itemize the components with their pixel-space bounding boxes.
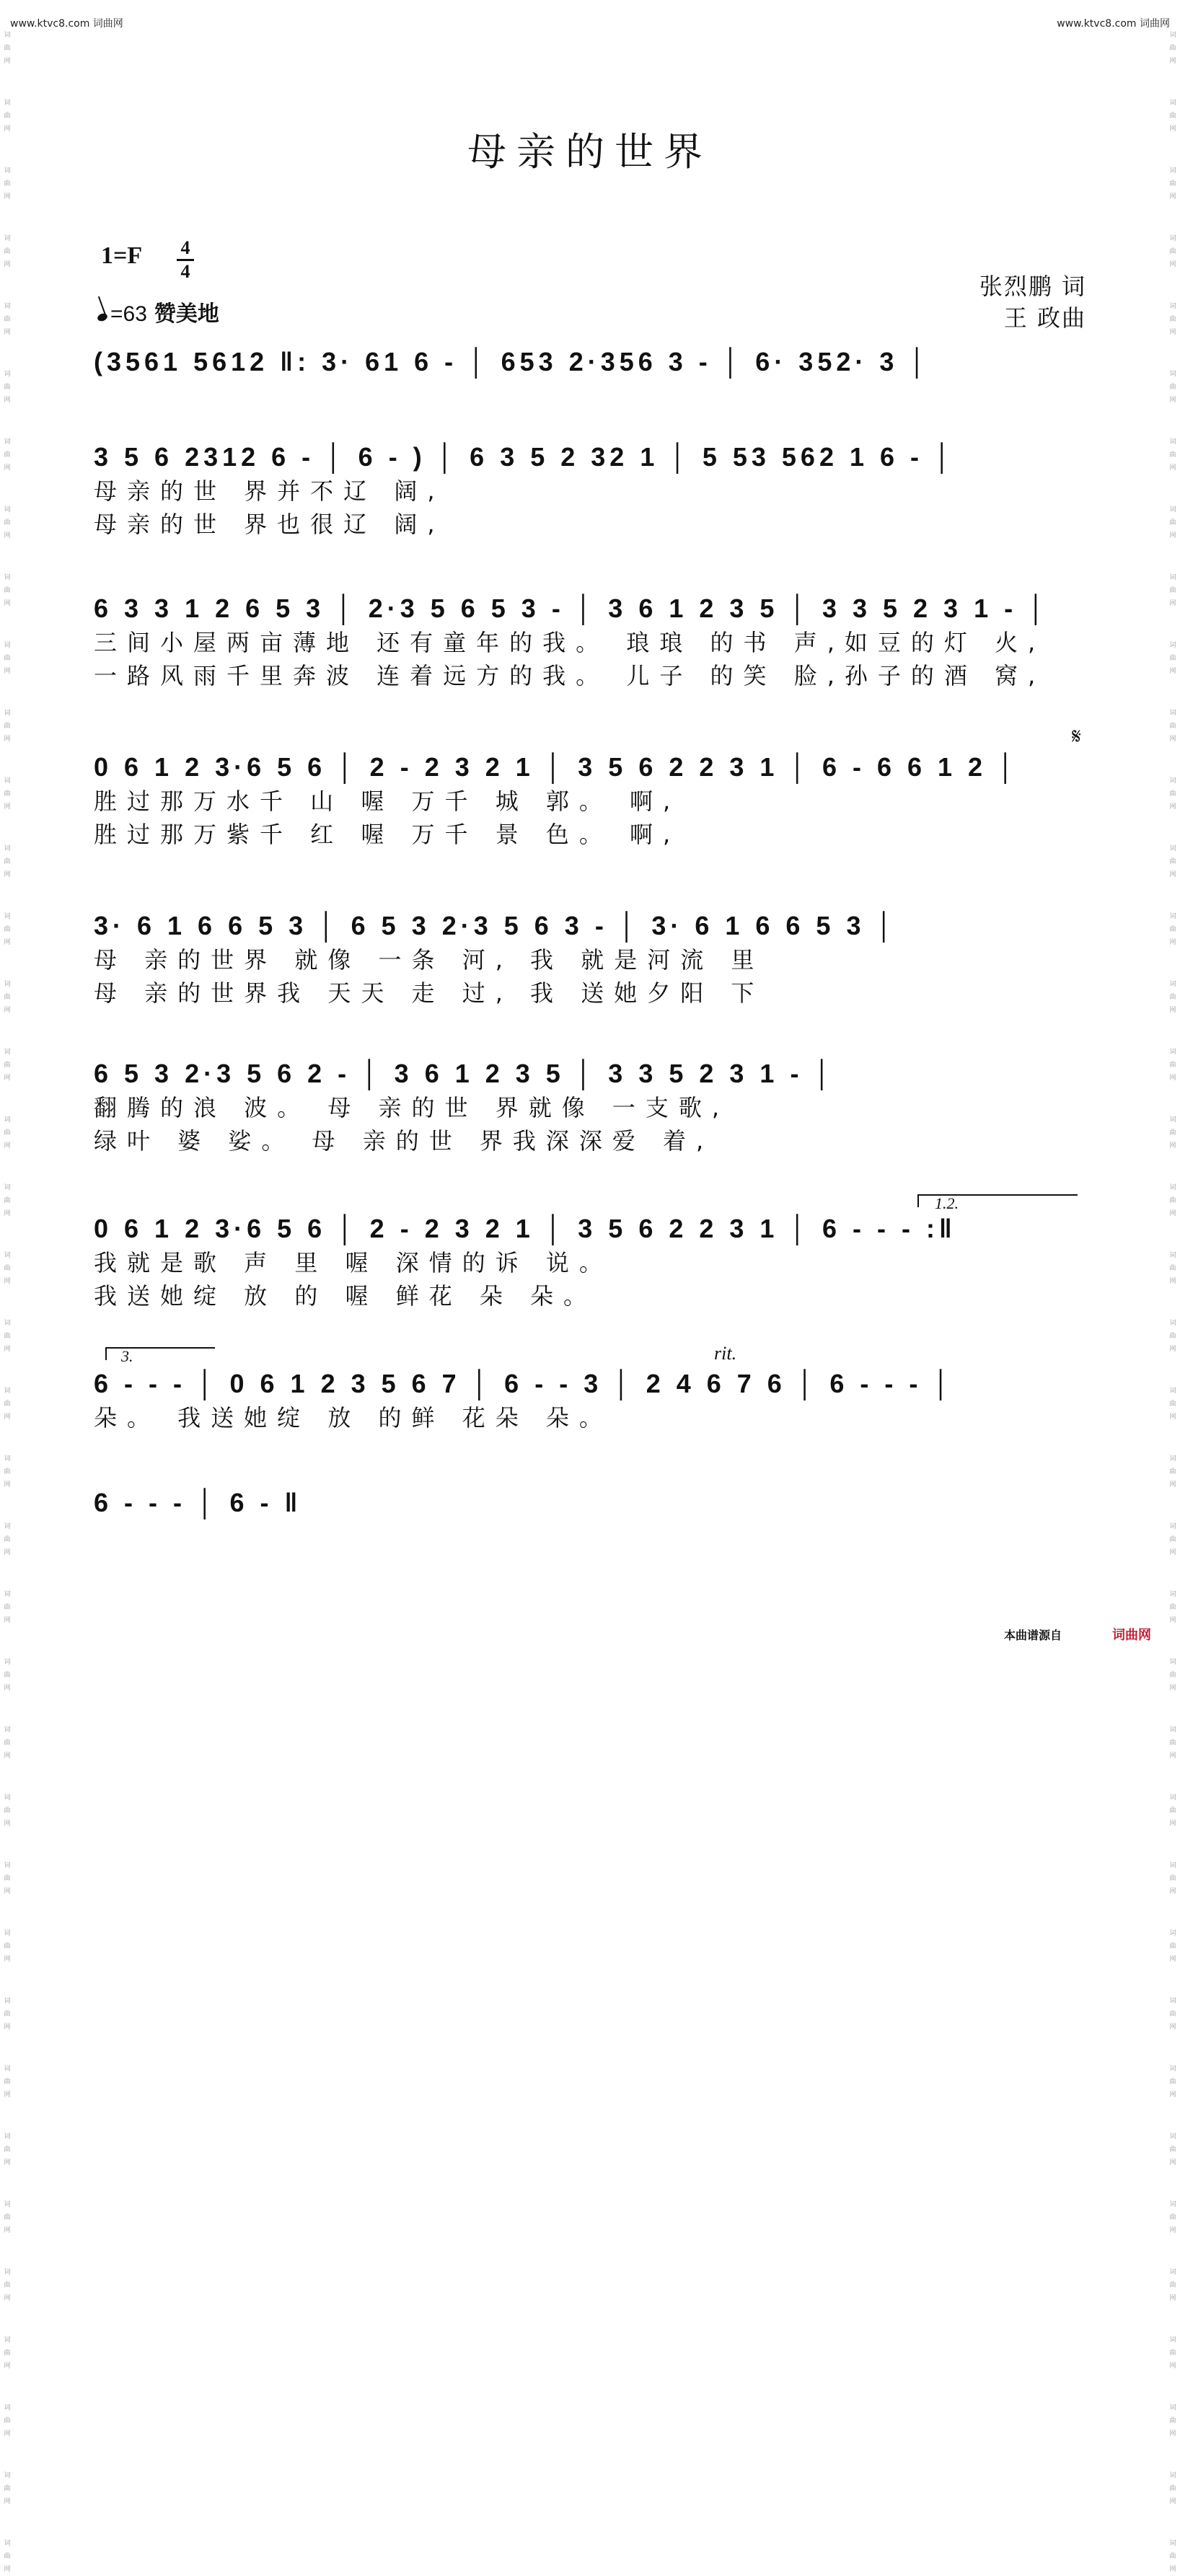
system-notes: 6 - - - │ 0 6 1 2 3 5 6 7 │ 6 - - 3 │ 2 4 6 7 6 │ 6 - - - │ (94, 1369, 954, 1398)
time-signature (177, 238, 194, 282)
side-watermark-text: 词曲网 (1169, 710, 1176, 743)
side-watermark-text: 词曲网 (4, 2201, 11, 2234)
side-watermark-text: 词曲网 (1169, 438, 1176, 472)
system-notes: 6 3 3 1 2 6 5 3 │ 2·3 5 6 5 3 - │ 3 6 1 2 3 5 │ 3 3 5 2 3 1 - │ (94, 594, 1049, 623)
score-system (94, 591, 1089, 692)
system-notes: 0 6 1 2 3·6 5 6 │ 2 - 2 3 2 1 │ 3 5 6 2 2 3 1 │ 6 - 6 6 1 2 │ (94, 752, 1019, 782)
system-notes: 6 5 3 2·3 5 6 2 - │ 3 6 1 2 3 5 │ 3 3 5 2 3 1 - │ (94, 1059, 835, 1088)
side-watermark-text: 词曲网 (1169, 845, 1176, 878)
side-watermark-text: 词曲网 (4, 438, 11, 472)
lyric-line: 绿叶 婆 娑。 母 亲的世 界我深深爱 着, (94, 1127, 714, 1155)
side-watermark-text: 词曲网 (1169, 1794, 1176, 1827)
side-watermark-text: 词曲网 (4, 710, 11, 743)
side-watermark-text: 词曲网 (4, 1252, 11, 1285)
side-watermark-right (1167, 29, 1179, 2573)
side-watermark-text: 词曲网 (1169, 2133, 1176, 2166)
system-notes: 0 6 1 2 3·6 5 6 │ 2 - 2 3 2 1 │ 3 5 6 2 2 3 1 │ 6 - - - :‖ (94, 1214, 956, 1243)
song-title: 母亲的世界 (467, 129, 713, 175)
footer-source: 本曲谱源自 (1003, 1628, 1062, 1642)
side-watermark-text: 词曲网 (4, 2540, 11, 2573)
side-watermark-text: 词曲网 (1169, 167, 1176, 200)
lyric-line: 朵。 我送她绽 放 的鲜 花朵 朵。 (94, 1404, 612, 1432)
lyric-line: 我送她绽 放 的 喔 鲜花 朵 朵。 (94, 1282, 597, 1310)
time-signature-top: 4 (180, 237, 190, 258)
side-watermark-text: 词曲网 (4, 777, 11, 811)
side-watermark-text: 词曲网 (1169, 1116, 1176, 1150)
side-watermark-text: 词曲网 (1169, 1930, 1176, 1963)
side-watermark-text: 词曲网 (1169, 1455, 1176, 1488)
side-watermark-left (1, 29, 13, 2573)
side-watermark-text: 词曲网 (4, 1049, 11, 1082)
side-watermark-text: 词曲网 (1169, 1049, 1176, 1082)
system-notes: 3 5 6 2312 6 - │ 6 - ) │ 6 3 5 2 32 1 │ 5 53 562 1 6 - │ (94, 442, 956, 472)
side-watermark-text: 词曲网 (4, 1455, 11, 1488)
side-watermark-text: 词曲网 (1169, 1523, 1176, 1556)
side-watermark-text: 词曲网 (4, 2404, 11, 2438)
score-system (94, 1057, 1089, 1157)
header-site-left: www.ktvc8.com 词曲网 (10, 18, 123, 30)
side-watermark-text: 词曲网 (1169, 1726, 1176, 1760)
side-watermark-text: 词曲网 (4, 2133, 11, 2166)
side-watermark-text: 词曲网 (1169, 371, 1176, 404)
score-system (94, 1212, 1089, 1313)
side-watermark-text: 词曲网 (1169, 100, 1176, 133)
header-site-right: www.ktvc8.com 词曲网 (1057, 18, 1170, 30)
system-notes: 3· 6 1 6 6 5 3 │ 6 5 3 2·3 5 6 3 - │ 3· 6 1 6 6 5 3 │ (94, 911, 897, 940)
tempo-expression: 赞美地 (154, 302, 219, 326)
side-watermark-text: 词曲网 (4, 1184, 11, 1217)
side-watermark-text: 词曲网 (4, 574, 11, 607)
score-system (94, 1367, 1089, 1434)
lyric-line: 母亲的世 界并不辽 阔, (94, 477, 445, 505)
side-watermark-text: 词曲网 (1169, 777, 1176, 811)
side-watermark-text: 词曲网 (4, 913, 11, 946)
side-watermark-text: 词曲网 (1169, 1862, 1176, 1895)
volta-label-1: 1.2. (935, 1194, 959, 1212)
side-watermark-text: 词曲网 (1169, 913, 1176, 946)
side-watermark-text: 词曲网 (4, 1388, 11, 1421)
lyric-line: 一路风雨千里奔波 连着远方的我。 儿子 的笑 脸,孙子的酒 窝, (94, 662, 1046, 689)
side-watermark-text: 词曲网 (4, 303, 11, 336)
volta-label-2: 3. (121, 1347, 133, 1365)
side-watermark-text: 词曲网 (1169, 1184, 1176, 1217)
tempo-value: =63 (110, 302, 147, 326)
side-watermark-text: 词曲网 (1169, 2065, 1176, 2099)
side-watermark-text: 词曲网 (4, 2472, 11, 2505)
lyric-line: 母亲的世 界也很辽 阔, (94, 511, 445, 538)
score-system (94, 440, 1089, 541)
system-notes: (3561 5612 ‖: 3· 61 6 - │ 653 2·356 3 - │ 6· 352· 3 │ (94, 347, 930, 376)
side-watermark-text: 词曲网 (4, 1794, 11, 1827)
side-watermark-text: 词曲网 (4, 1591, 11, 1624)
side-watermark-text: 词曲网 (1169, 1320, 1176, 1353)
lyricist-credit: 张烈鹏 词 (979, 273, 1086, 300)
ritardando-marking: rit. (714, 1343, 737, 1364)
side-watermark-text: 词曲网 (4, 1998, 11, 2031)
side-watermark-text: 词曲网 (1169, 2404, 1176, 2438)
side-watermark-text: 词曲网 (4, 642, 11, 675)
lyric-line: 胜过那万水千 山 喔 万千 城 郭。 啊, (94, 788, 681, 815)
key-signature: 1=F (101, 242, 143, 269)
side-watermark-text: 词曲网 (4, 2269, 11, 2302)
score-system (94, 345, 1089, 379)
side-watermark-text: 词曲网 (4, 506, 11, 539)
time-signature-bottom: 4 (180, 261, 190, 282)
side-watermark-text: 词曲网 (4, 100, 11, 133)
side-watermark-text: 词曲网 (1169, 32, 1176, 65)
lyric-line: 母 亲的世界我 天天 走 过, 我 送她夕阳 下 (94, 979, 765, 1007)
side-watermark-text: 词曲网 (4, 2337, 11, 2370)
side-watermark-text: 词曲网 (4, 1659, 11, 1692)
side-watermark-text: 词曲网 (1169, 1998, 1176, 2031)
side-watermark-text: 词曲网 (1169, 1591, 1176, 1624)
side-watermark-text: 词曲网 (1169, 506, 1176, 539)
side-watermark-text: 词曲网 (1169, 1388, 1176, 1421)
lyric-line: 我就是歌 声 里 喔 深情的诉 说。 (94, 1249, 612, 1276)
side-watermark-text: 词曲网 (4, 1726, 11, 1760)
side-watermark-text: 词曲网 (1169, 981, 1176, 1014)
side-watermark-text: 词曲网 (4, 981, 11, 1014)
lyric-line: 三间小屋两亩薄地 还有童年的我。 琅琅 的书 声,如豆的灯 火, (94, 629, 1046, 656)
side-watermark-text: 词曲网 (1169, 2472, 1176, 2505)
quarter-note-icon (97, 312, 109, 322)
side-watermark-text: 词曲网 (1169, 303, 1176, 336)
side-watermark-text: 词曲网 (4, 1116, 11, 1150)
page-footer (1004, 1625, 1151, 1644)
side-watermark-text: 词曲网 (1169, 1659, 1176, 1692)
system-notes: 6 - - - │ 6 - ‖ (94, 1488, 302, 1517)
footer-brand: 词曲网 (1112, 1628, 1151, 1643)
side-watermark-text: 词曲网 (1169, 1252, 1176, 1285)
tempo-marking (97, 296, 219, 327)
composer-credit: 王 政曲 (1003, 304, 1086, 332)
side-watermark-text: 词曲网 (4, 2065, 11, 2099)
side-watermark-text: 词曲网 (4, 32, 11, 65)
side-watermark-text: 词曲网 (1169, 642, 1176, 675)
side-watermark-text: 词曲网 (1169, 574, 1176, 607)
side-watermark-text: 词曲网 (1169, 235, 1176, 268)
side-watermark-text: 词曲网 (4, 167, 11, 200)
lyric-line: 胜过那万紫千 红 喔 万千 景 色。 啊, (94, 821, 681, 848)
segno-sign: 𝄋 (1072, 724, 1081, 749)
side-watermark-text: 词曲网 (4, 1320, 11, 1353)
side-watermark-text: 词曲网 (4, 845, 11, 878)
lyric-line: 母 亲的世界 就像 一条 河, 我 就是河流 里 (94, 946, 765, 974)
side-watermark-text: 词曲网 (1169, 2540, 1176, 2573)
side-watermark-text: 词曲网 (1169, 2269, 1176, 2302)
side-watermark-text: 词曲网 (4, 1862, 11, 1895)
side-watermark-text: 词曲网 (4, 371, 11, 404)
score-system (94, 750, 1089, 851)
side-watermark-text: 词曲网 (1169, 2201, 1176, 2234)
side-watermark-text: 词曲网 (4, 235, 11, 268)
score-system (94, 909, 1089, 1010)
lyric-line: 翻腾的浪 波。 母 亲的世 界就像 一支歌, (94, 1094, 730, 1121)
side-watermark-text: 词曲网 (4, 1930, 11, 1963)
score-system (94, 1486, 1089, 1520)
side-watermark-text: 词曲网 (4, 1523, 11, 1556)
side-watermark-text: 词曲网 (1169, 2337, 1176, 2370)
